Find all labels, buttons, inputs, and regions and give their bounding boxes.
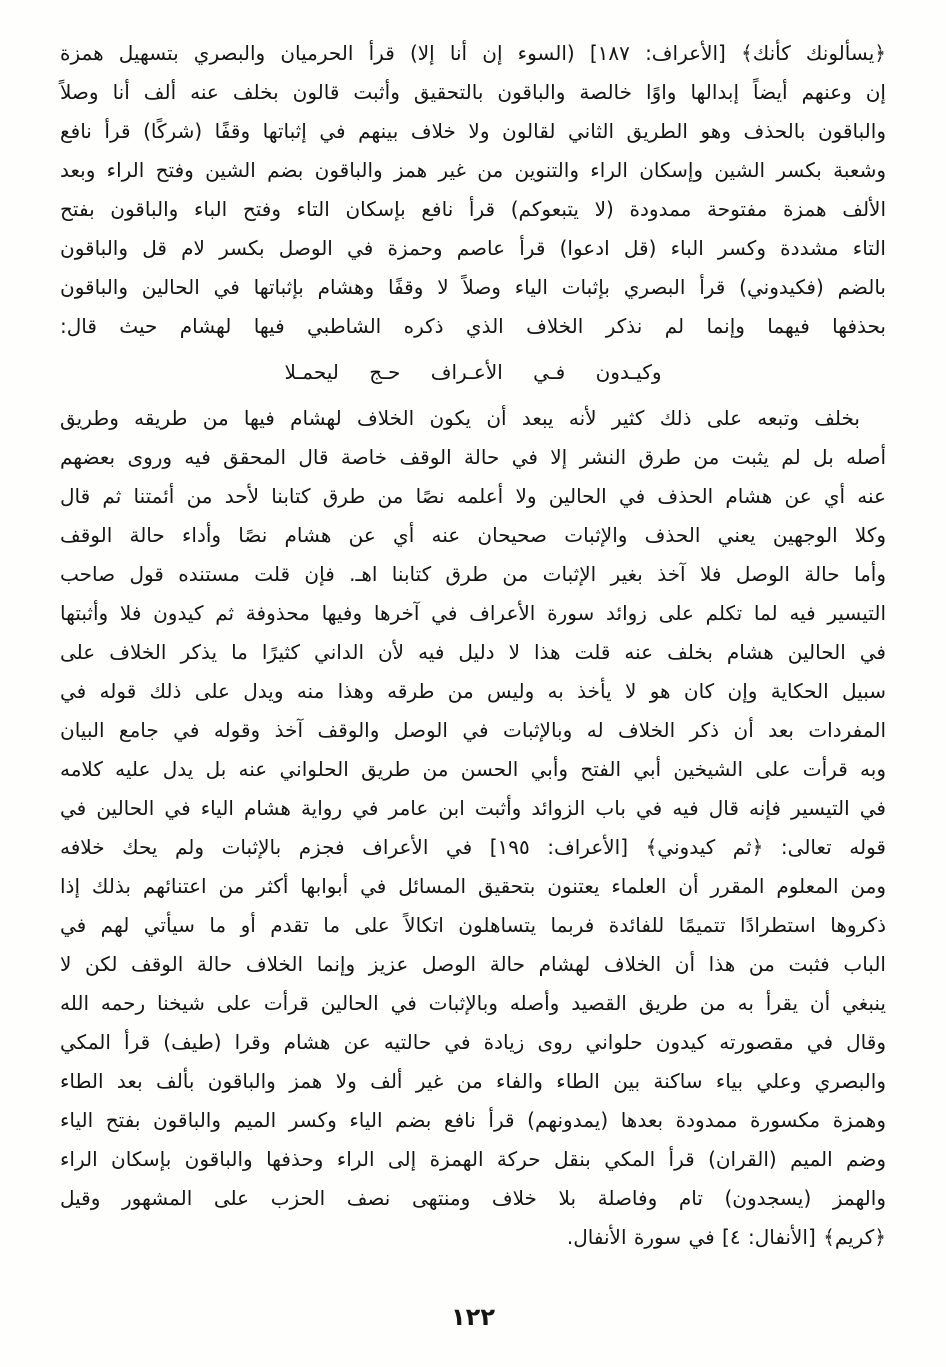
text-line: بالضم (فكيدوني) قرأ البصري بإثبات الياء وصلاً لا وقفًا وهشام بإثباتها في الحالين والباقون [60, 275, 886, 299]
text-line: وقال في مقصورته كيدون حلواني روى زيادة في حالتيه عن هشام وقرا (طيف) قرأ المكي [60, 1030, 886, 1054]
text-line: الباب فثبت من هذا أن الخلاف لهشام حالة الوصل عزيز وإنما الخلاف حالة الوقف لكن لا [60, 952, 886, 976]
page-number: ١٢٢ [451, 1303, 495, 1331]
text-line: في الحالين هشام بخلف عنه قلت هذا لا دليل فيه لأن الداني كثيرًا ما يذكر الخلاف على [60, 640, 886, 664]
text-line: التاء مشددة وكسر الباء (قل ادعوا) قرأ عاصم وحمزة في الوصل بكسر لام قل والباقون [60, 236, 886, 260]
text-line: المفردات بعد أن ذكر الخلاف له وبالإثبات في الوصل والوقف آخذ وقوله في جامع البيان [60, 718, 886, 742]
text-line: في التيسير فإنه قال فيه في باب الزوائد وأثبت ابن عامر في رواية هشام الياء في الحالين في [60, 796, 886, 820]
text-line: ﴿كريم﴾ [الأنفال: ٤] في سورة الأنفال. [566, 1225, 886, 1249]
text-line: قوله تعالى: ﴿ثم كيدوني﴾ [الأعراف: ١٩٥] في الأعراف فجزم بالإثبات ولم يحك خلافه [60, 835, 886, 859]
text-line: ذكروها استطرادًا تتميمًا للفائدة فربما يتساهلون اتكالاً على ما تقدم أو ما سيأتي لهم في [60, 913, 886, 937]
text-block [60, 34, 886, 1257]
text-line: والبصري وعلي بياء ساكنة بين الطاء والفاء من غير ألف ولا همز والباقون بألف بعد الطاء [60, 1069, 886, 1093]
text-line: إن وعنهم أيضاً إبدالها واوًا خالصة والباقون بالتحقيق وأثبت قالون بخلف عنه ألف أنا وصلاً [60, 80, 886, 104]
text-line: وأما حالة الوصل فلا آخذ بغير الإثبات من طرق كتابنا اهـ. فإن قلت مستنده قول صاحب [60, 562, 886, 586]
text-line: والهمز (يسجدون) تام وفاصلة بلا خلاف ومنتهى نصف الحزب على المشهور وقيل [60, 1186, 886, 1210]
text-line: وبه قرأت على الشيخين أبي الفتح وأبي الحسن من طريق الحلواني عنه بل يدل عليه كلامه [60, 757, 886, 781]
text-line: ومن المعلوم المقرر أن العلماء يعتنون بتحقيق المسائل في أبوابها أكثر من اعتنائهم بذلك إذا [60, 874, 886, 898]
text-line: عنه أي عن هشام الحذف في الحالين ولا أعلمه نصًا من طرق كتابنا لأحد من أئمتنا ثم قال [60, 484, 886, 508]
text-line: وكلا الوجهين يعني الحذف والإثبات صحيحان عنه أي عن هشام نصًا وأداء حالة الوقف [60, 523, 886, 547]
text-line: أصله بل لم يثبت من طرق النشر إلا في حالة الوقف خاصة قال المحقق فيه وروى بعضهم [60, 445, 886, 469]
text-line: التيسير فيه لما تكلم على زوائد سورة الأعراف في آخرها وفيها محذوفة ثم كيدون فلا وأثبتها [60, 601, 886, 625]
text-line: والباقون بالحذف وهو الطريق الثاني لقالون ولا خلاف بينهم في إثباتها وقفًا (شركًا) قرأ نافع [60, 119, 886, 143]
poetry-verse: وكيـدون فـي الأعـراف حـج ليحمـلا [284, 360, 662, 384]
text-line: وضم الميم (القران) قرأ المكي بنقل حركة الهمزة إلى الراء وحذفها والباقون بإسكان الراء [60, 1147, 886, 1171]
text-line: وهمزة مكسورة ممدودة بعدها (يمدونهم) قرأ نافع بضم الياء وكسر الميم والباقون بفتح الياء [60, 1108, 886, 1132]
text-line: بخلف وتبعه على ذلك كثير لأنه يبعد أن يكون الخلاف لهشام فيها من طريقه وطريق [60, 406, 860, 430]
text-line: سبيل الحكاية وإن كان هو لا يأخذ به وليس من طرقه وهذا منه ويدل على ذلك قوله في [60, 679, 886, 703]
text-line: ينبغي أن يقرأ به من طريق القصيد وأصله وبالإثبات في الحالين قرأت على شيخنا رحمه الله [60, 991, 886, 1015]
text-line: الألف همزة مفتوحة ممدودة (لا يتبعوكم) قرأ نافع بإسكان التاء وفتح الباء والباقون بفتح [60, 197, 886, 221]
text-line: وشعبة بكسر الشين وإسكان الراء والتنوين من غير همز والباقون بضم الشين وفتح الراء وبعد [60, 158, 886, 182]
text-line: ﴿يسألونك كأنك﴾ [الأعراف: ١٨٧] (السوء إن أنا إلا) قرأ الحرميان والبصري بتسهيل همزة [60, 41, 886, 65]
text-line: بحذفها فيهما وإنما لم نذكر الخلاف الذي ذكره الشاطبي فيها لهشام حيث قال: [60, 314, 886, 338]
